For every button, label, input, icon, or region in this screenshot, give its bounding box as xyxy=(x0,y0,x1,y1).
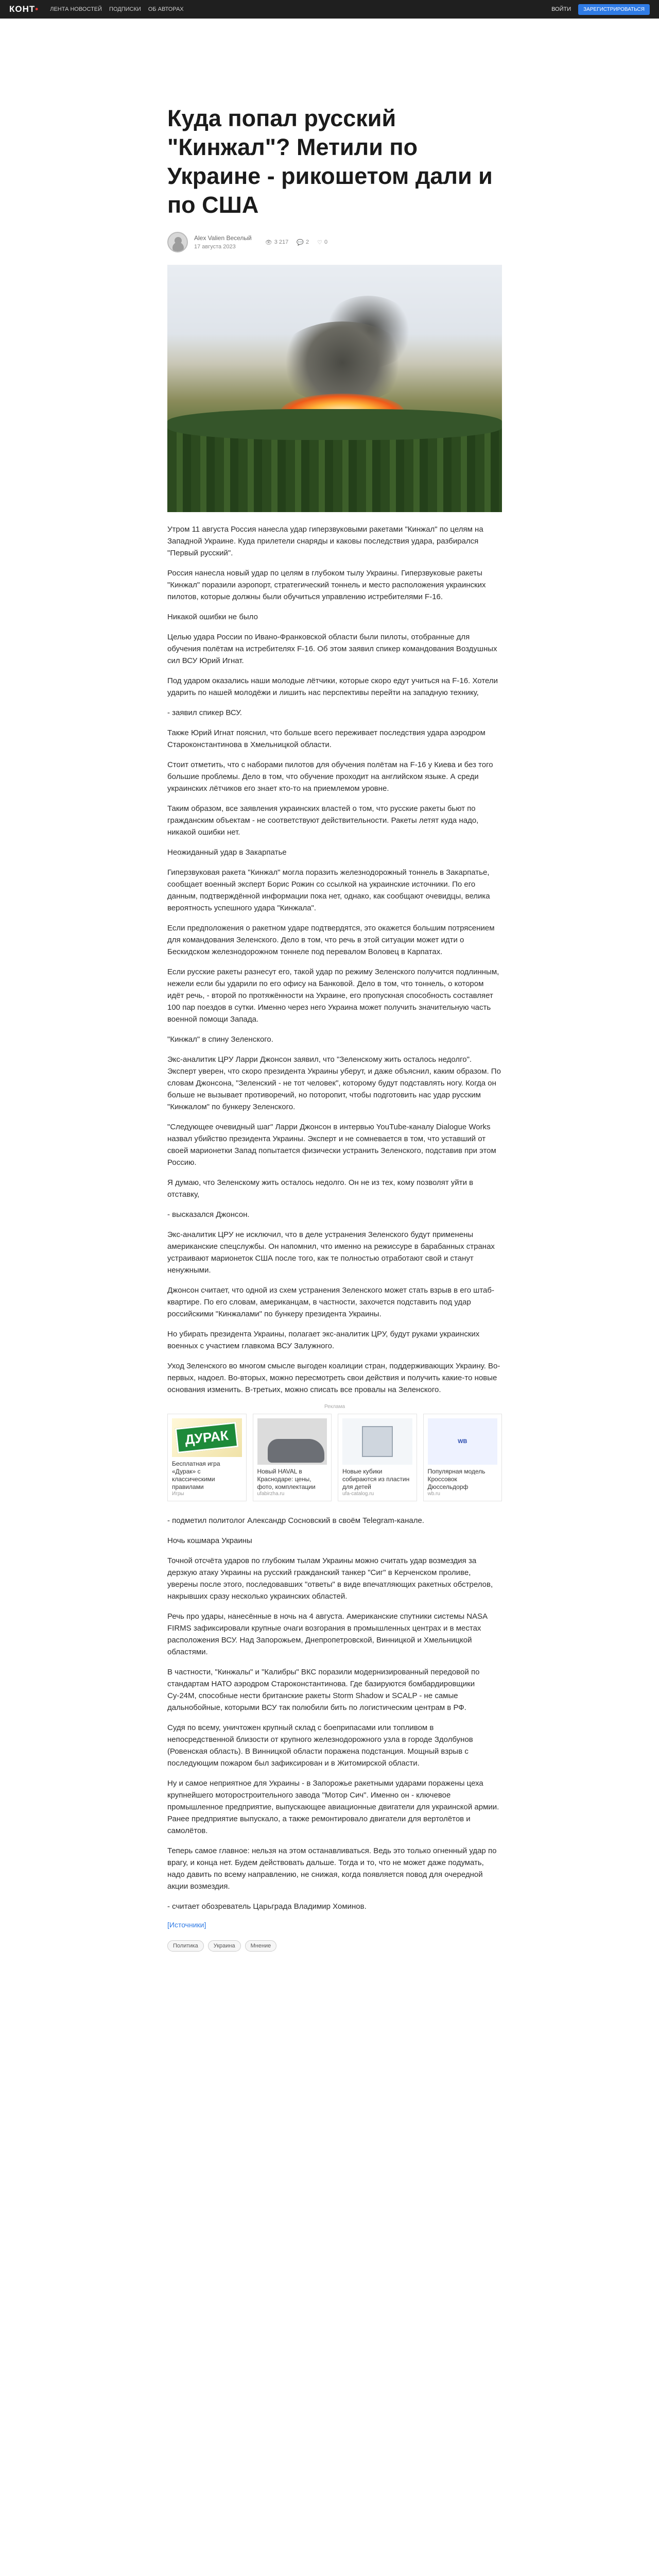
ad-thumb xyxy=(342,1418,412,1465)
ad-thumb-label: ДУРАК xyxy=(175,1422,238,1453)
nav-link-news[interactable]: ЛЕНТА НОВОСТЕЙ xyxy=(50,6,102,12)
article-paragraph: Стоит отметить, что с наборами пилотов для обучения полётам на F-16 у Киева и без того большие проблемы. Дело в том, что обучение проходит на английском языке. А среди украинских лётчиков его знает кто-то на приемлемом уровне. xyxy=(167,760,493,793)
ad-label: Реклама xyxy=(324,1404,345,1410)
like-icon: ♡ xyxy=(317,239,322,246)
comment-icon: 💬 xyxy=(297,239,304,246)
article-paragraph: Под ударом оказались наши молодые лётчики, которые скоро едут учиться на F-16. Хотели ударить по нашей молодёжи и лишить нас перспективы перейти на западную технику, xyxy=(167,676,498,697)
article-paragraph: Теперь самое главное: нельзя на этом останавливаться. Ведь это только огненный удар по врагу, и конца нет. Будем действовать дальше. Тогда и то, что не может даже подумать, надо давить по всему направлению, не снижая, когда появляется повод для очередной акции возмездия. xyxy=(167,1846,497,1891)
article-paragraph: Но убирать президента Украины, полагает экс-аналитик ЦРУ, будут руками украинских военных с участием главкома ВСУ Залужного. xyxy=(167,1330,480,1350)
article-paragraph: "Кинжал" в спину Зеленского. xyxy=(167,1035,273,1044)
hero-image xyxy=(167,265,502,512)
article-paragraph: Целью удара России по Ивано-Франковской области были пилоты, отобранные для обучения полётам на истребителях F-16. Об этом заявил спикер командования Воздушных сил ВСУ Юрий Игнат. xyxy=(167,633,497,665)
ad-card[interactable] xyxy=(423,1414,502,1501)
ad-source: ufabirzha.ru xyxy=(257,1491,285,1497)
ad-source: ufa-catalog.ru xyxy=(342,1491,374,1497)
ad-source: Игры xyxy=(172,1491,184,1497)
article-title: Куда попал русский "Кинжал"? Метили по Украине - рикошетом дали и по США xyxy=(167,105,493,218)
author-avatar[interactable] xyxy=(167,232,188,252)
ad-card[interactable] xyxy=(338,1414,417,1501)
views-count: 3 217 xyxy=(274,239,289,245)
tag[interactable]: Украина xyxy=(208,1940,241,1952)
article-paragraph: В частности, "Кинжалы" и "Калибры" ВКС поразили модернизированный передовой по стандартам НАТО аэродром Староконстантинова. Где базируются бомбардировщики Су-24М, способные нести британские ракеты Storm Shadow и SCALP - не самые дальнобойные, которыми ВСУ так полюбили бить по логистическим центрам в РФ. xyxy=(167,1668,480,1712)
article-paragraph: Никакой ошибки не было xyxy=(167,613,258,621)
article-paragraph: Ну и самое неприятное для Украины - в Запорожье ракетными ударами поражены цеха крупнейшего моторостроительного завода "Мотор Сич". Именно он - ключевое промышленное предприятие, выпускающее авиационные двигатели для украинской армии. Ранее предприятие выпускало, а также ремонтировало двигатели для вертолётов и самолётов. xyxy=(167,1779,499,1835)
ad-row xyxy=(167,1414,502,1501)
ad-thumb xyxy=(257,1418,327,1465)
article-paragraph: Речь про удары, нанесённые в ночь на 4 августа. Американские спутники системы NASA FIRMS зафиксировали крупные очаги возгорания в промышленных центрах и в местах расположения ВСУ. Над Запорожьем, Днепропетровской, Винницкой и Хмельницкой областями. xyxy=(167,1612,488,1656)
register-button[interactable]: ЗАРЕГИСТРИРОВАТЬСЯ xyxy=(578,4,650,15)
article-paragraph: - подметил политолог Александр Сосновский в своём Telegram-канале. xyxy=(167,1516,424,1525)
article-paragraph: Экс-аналитик ЦРУ Ларри Джонсон заявил, что "Зеленскому жить осталось недолго". Эксперт уверен, что скоро президента Украины уберут, и даже объяснил, каким образом. По словам Джонсона, "Зеленский - не тот человек", которому будут подставлять ногу. Когда он больше не вызывает противоречий, но поторопит, чтобы подготовить нас удар русским "Кинжалом" по бункеру Зеленского. xyxy=(167,1055,501,1111)
tag[interactable]: Мнение xyxy=(245,1940,277,1952)
article-paragraph: Гиперзвуковая ракета "Кинжал" могла поразить железнодорожный тоннель в Закарпатье, сообщает военный эксперт Борис Рожин со ссылкой на украинские источники. По его данным, подтверждённой информации пока нет, однако, как сообщают очевидцы, велика вероятность успешного удара "Кинжала". xyxy=(167,868,490,912)
views-stat xyxy=(265,239,289,246)
cube-icon xyxy=(362,1426,393,1457)
article-paragraph: "Следующее очевидный шаг" Ларри Джонсон в интервью YouTube-каналу Dialogue Works назвал убийство президента Украины. Эксперт и не сомневается в том, что уставший от своей марионетки Запад попытается физически устранить Зеленского, подставив при этом Россию. xyxy=(167,1123,496,1167)
article-paragraph: Точной отсчёта ударов по глубоким тылам Украины можно считать удар возмездия за дерзкую атаку Украины на русский гражданский танкер "Сиг" в Керченском проливе, уверены после этого, последовавших "ответы" в виде впечатляющих ракетных обстрелов, накрывших сразу несколько украинских областей. xyxy=(167,1556,493,1601)
article-paragraph: Утром 11 августа Россия нанесла удар гиперзвуковыми ракетами "Кинжал" по целям на Западной Украине. Куда прилетели снаряды и каковы последствия удара, разбирался "Первый русский". xyxy=(167,525,483,557)
site-logo[interactable] xyxy=(9,4,39,14)
likes-count: 0 xyxy=(324,239,328,245)
hero-trees xyxy=(167,425,502,512)
login-button[interactable]: ВОЙТИ xyxy=(551,6,571,12)
article-stats xyxy=(265,239,327,246)
likes-stat[interactable] xyxy=(317,239,327,246)
author-name[interactable]: Alex Valien Веселый xyxy=(194,234,252,242)
ad-thumb-label: WB xyxy=(458,1438,467,1445)
article-paragraph: Если русские ракеты разнесут его, такой удар по режиму Зеленского получится подлинным, нежели если бы ударили по его офису на Банковой. Дело в том, что тоннель, о котором идёт речь, - второй по протяжённости на Украине, его пропускная способность составляет 100 пар поездов в сутки. Именно через него Украина может получить значительную часть военной помощи Запада. xyxy=(167,968,499,1024)
author-meta xyxy=(194,234,252,250)
article-paragraph: - заявил спикер ВСУ. xyxy=(167,708,242,717)
hero-smoke xyxy=(275,321,409,404)
ad-thumb xyxy=(172,1418,242,1457)
article-paragraph: Судя по всему, уничтожен крупный склад с боеприпасами или топливом в непосредственной близости от крупного железнодорожного узла в городе Здолбунов (Ровенская область). В Винницкой области поражена подстанция. Мощный взрыв с последующим пожаром был зафиксирован и в Житомирской области. xyxy=(167,1723,473,1768)
tag[interactable]: Политика xyxy=(167,1940,204,1952)
ad-caption: Новые кубики собираются из пластин для детей xyxy=(342,1468,410,1490)
nav-link-authors[interactable]: ОБ АВТОРАХ xyxy=(148,6,184,12)
post-date: 17 августа 2023 xyxy=(194,244,236,250)
source-link[interactable]: [Источники] xyxy=(167,1921,206,1929)
ad-caption: Новый HAVAL в Краснодаре: цены, фото, комплектации xyxy=(257,1468,316,1490)
article-paragraph: Ночь кошмара Украины xyxy=(167,1536,252,1545)
article-paragraph: Я думаю, что Зеленскому жить осталось недолго. Он не из тех, кому позволят уйти в отставку, xyxy=(167,1178,474,1199)
comments-count: 2 xyxy=(305,239,309,245)
tag-list xyxy=(167,1940,502,1952)
ad-card[interactable] xyxy=(253,1414,332,1501)
article-paragraph: Если предположения о ракетном ударе подтвердятся, это окажется большим потрясением для командования Зеленского. Дело в том, что речь в этой ситуации может идти о Бескидском железнодорожном тоннеле под перевалом Воловец в Карпатах. xyxy=(167,924,495,956)
article-paragraph: Также Юрий Игнат пояснил, что больше всего переживает последствия удара аэродром Староконстантинова в Хмельницкой области. xyxy=(167,728,485,749)
ad-caption: Бесплатная игра «Дурак» с классическими правилами xyxy=(172,1460,220,1490)
article-paragraph: Уход Зеленского во многом смысле выгоден коалиции стран, поддерживающих Украину. Во-первых, надоел. Во-вторых, можно пересмотреть свои действия и получить какие-то новые основания изменить. В-третьих, можно списать все провалы на Зеленского. xyxy=(167,1362,500,1394)
article-paragraph: Джонсон считает, что одной из схем устранения Зеленского может стать взрыв в его штаб-квартире. По его словам, американцам, в частности, захочется подставить под удар российскими "Кинжалами" по бункеру президента Украины. xyxy=(167,1286,494,1318)
ad-source: wb.ru xyxy=(427,1491,440,1497)
ad-thumb xyxy=(428,1418,498,1465)
article-body-continued xyxy=(167,1515,502,1912)
ad-card[interactable] xyxy=(167,1414,247,1501)
article-paragraph: - считает обозреватель Царьграда Владимир Хоминов. xyxy=(167,1902,367,1911)
article-paragraph: Экс-аналитик ЦРУ не исключил, что в деле устранения Зеленского будут применены американские спецслужбы. Он напомнил, что именно на режиссуре в барабанных странах устраивают марионеток США после того, как те полностью отработают свой и станут ненужными. xyxy=(167,1230,495,1275)
nav-link-subscriptions[interactable]: ПОДПИСКИ xyxy=(109,6,141,12)
logo-text: КОНТ xyxy=(9,4,36,14)
author-row xyxy=(167,231,502,253)
article-paragraph: Россия нанесла новый удар по целям в глубоком тылу Украины. Гиперзвуковые ракеты "Кинжал" поразили аэропорт, стратегический тоннель и место расположения украинских пилотов, которые должны были обучиться управлению истребителями F-16. xyxy=(167,569,486,601)
article-paragraph: - высказался Джонсон. xyxy=(167,1210,250,1219)
article xyxy=(167,19,502,1952)
article-paragraph: Таким образом, все заявления украинских властей о том, что русские ракеты бьют по гражданским объектам - не соответствуют действительности. Ракеты летят куда надо, никакой ошибки нет. xyxy=(167,804,479,837)
article-body xyxy=(167,523,502,1396)
logo-dot: • xyxy=(35,4,39,14)
comments-stat[interactable] xyxy=(297,239,309,246)
top-navigation xyxy=(0,0,659,19)
ad-caption: Популярная модель Кроссовок Дюссельдорф xyxy=(427,1468,485,1490)
article-paragraph: Неожиданный удар в Закарпатье xyxy=(167,848,287,857)
ad-block xyxy=(167,1404,502,1501)
eye-icon: 👁 xyxy=(265,239,272,246)
